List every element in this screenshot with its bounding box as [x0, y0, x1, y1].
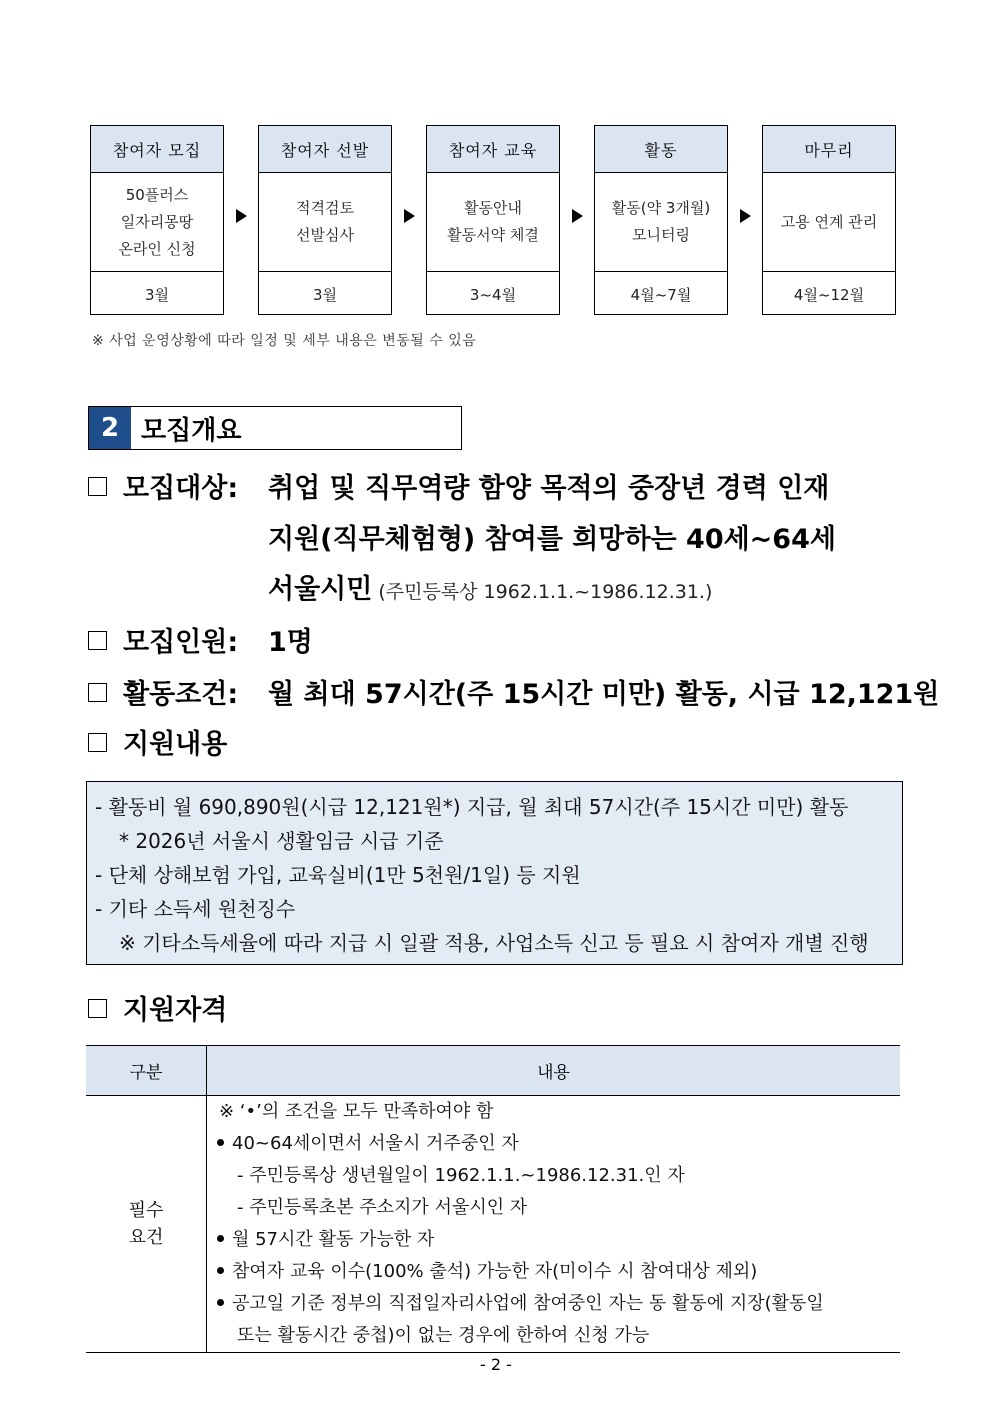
- item-count: [88, 620, 248, 659]
- row-label-line: 요건: [128, 1227, 164, 1248]
- target-line-3: [268, 567, 712, 606]
- flow-step-date: 3월: [144, 285, 170, 304]
- flow-step-body: [595, 173, 727, 272]
- flow-step-title: 참여자 교육: [427, 126, 559, 173]
- arrow-right-icon: [572, 209, 583, 223]
- requirement-item: [217, 1256, 900, 1288]
- requirement-subitem: - 주민등록상 생년월일이 1962.1.1.~1986.12.31.인 자: [237, 1165, 685, 1186]
- section-number: 2: [89, 407, 131, 449]
- page-number: - 2 -: [480, 1355, 512, 1374]
- requirement-text: 월 57시간 활동 가능한 자: [232, 1229, 435, 1250]
- table-header-content: 내용: [207, 1046, 901, 1096]
- flow-step-select: [258, 125, 392, 315]
- item-label: 모집인원:: [123, 627, 239, 658]
- item-label: 활동조건:: [123, 679, 239, 710]
- item-qualification: [88, 988, 227, 1027]
- flow-step-title: 마무리: [763, 126, 895, 173]
- flow-step-title: 활동: [595, 126, 727, 173]
- row-label-line: 필수: [128, 1200, 164, 1221]
- section-header: [88, 406, 462, 450]
- flow-step-line: 선발심사: [296, 226, 354, 244]
- flow-step-line: 온라인 신청: [118, 239, 196, 258]
- item-label: 모집대상:: [123, 473, 239, 504]
- table-row-content: [207, 1096, 901, 1353]
- requirement-text: 40~64세이면서 서울시 거주중인 자: [232, 1133, 519, 1154]
- table-header-row: [86, 1046, 900, 1096]
- requirement-continuation: 또는 활동시간 중첩)이 없는 경우에 한하여 신청 가능: [237, 1325, 650, 1346]
- item-support: [88, 722, 227, 761]
- target-line-1: 취업 및 직무역량 함양 목적의 중장년 경력 인재: [268, 473, 830, 504]
- flow-step-title: 참여자 선발: [259, 126, 391, 173]
- support-line: - 활동비 월 690,890원(시급 12,121원*) 지급, 월 최대 57시간(주 15시간 미만) 활동: [95, 795, 849, 819]
- flow-step-activity: [594, 125, 728, 315]
- flow-step-date: 3~4월: [469, 285, 517, 304]
- item-target: [88, 466, 248, 505]
- flow-step-line: 활동안내: [464, 199, 522, 217]
- flow-step-line: 고용 연계 관리: [780, 212, 878, 231]
- checkbox-square-icon: [88, 631, 107, 650]
- qualification-table: [86, 1045, 900, 1353]
- flow-step-date: 3월: [312, 285, 338, 304]
- item-label: 지원자격: [123, 995, 228, 1026]
- item-label: 지원내용: [123, 729, 228, 760]
- arrow-right-icon: [740, 209, 751, 223]
- requirement-item: [217, 1288, 900, 1320]
- condition-value: 월 최대 57시간(주 15시간 미만) 활동, 시급 12,121원: [268, 679, 940, 710]
- requirement-subitem: - 주민등록초본 주소지가 서울시인 자: [237, 1197, 528, 1218]
- support-subnote: ※ 기타소득세율에 따라 지급 시 일괄 적용, 사업소득 신고 등 필요 시 참여자 개별 진행: [119, 931, 869, 955]
- target-line-2: 지원(직무체험형) 참여를 희망하는 40세~64세: [268, 524, 836, 555]
- flow-step-body: [259, 173, 391, 272]
- flow-step-date: 4월~12월: [793, 285, 865, 304]
- table-row-label: [86, 1096, 207, 1353]
- section-title: 모집개요: [141, 415, 242, 446]
- bullet-dot-icon: [217, 1299, 224, 1306]
- requirement-note: ※ ‘•’의 조건을 모두 만족하여야 함: [219, 1101, 494, 1122]
- flow-step-line: 활동서약 체결: [447, 226, 539, 244]
- target-note: (주민등록상 1962.1.1.~1986.12.31.): [378, 581, 713, 603]
- arrow-right-icon: [404, 209, 415, 223]
- flow-step-body: [427, 173, 559, 272]
- requirement-item: [217, 1128, 900, 1160]
- bullet-dot-icon: [217, 1235, 224, 1242]
- checkbox-square-icon: [88, 999, 107, 1018]
- flow-step-education: [426, 125, 560, 315]
- flow-step-line: 일자리몽땅: [120, 212, 194, 231]
- support-content-box: [86, 781, 903, 965]
- flow-step-line: 50플러스: [125, 185, 189, 204]
- requirement-text: 참여자 교육 이수(100% 출석) 가능한 자(미이수 시 참여대상 제외): [232, 1261, 758, 1282]
- checkbox-square-icon: [88, 683, 107, 702]
- flow-step-body: [91, 173, 223, 272]
- flow-note: ※ 사업 운영상황에 따라 일정 및 세부 내용은 변동될 수 있음: [92, 333, 477, 349]
- flow-step-line: 모니터링: [632, 226, 690, 244]
- table-header-category: 구분: [86, 1046, 207, 1096]
- flow-step-line: 활동(약 3개월): [611, 199, 711, 217]
- process-flow: [90, 125, 898, 317]
- bullet-dot-icon: [217, 1267, 224, 1274]
- checkbox-square-icon: [88, 733, 107, 752]
- support-line: - 기타 소득세 원천징수: [95, 897, 296, 921]
- requirement-item: [217, 1224, 900, 1256]
- bullet-dot-icon: [217, 1139, 224, 1146]
- support-subnote: * 2026년 서울시 생활임금 시급 기준: [119, 829, 444, 853]
- table-row: [86, 1096, 900, 1353]
- arrow-right-icon: [236, 209, 247, 223]
- count-value: 1명: [268, 627, 313, 658]
- item-condition: [88, 672, 248, 711]
- flow-step-closing: [762, 125, 896, 315]
- flow-step-line: 적격검토: [296, 199, 354, 217]
- flow-step-title: 참여자 모집: [91, 126, 223, 173]
- checkbox-square-icon: [88, 477, 107, 496]
- support-line: - 단체 상해보험 가입, 교육실비(1만 5천원/1일) 등 지원: [95, 863, 581, 887]
- requirement-text: 공고일 기준 정부의 직접일자리사업에 참여중인 자는 동 활동에 지장(활동일: [232, 1293, 824, 1314]
- flow-step-body: [763, 173, 895, 272]
- flow-step-date: 4월~7월: [630, 285, 692, 304]
- target-line-3-text: 서울시민: [268, 574, 373, 605]
- flow-step-recruit: [90, 125, 224, 315]
